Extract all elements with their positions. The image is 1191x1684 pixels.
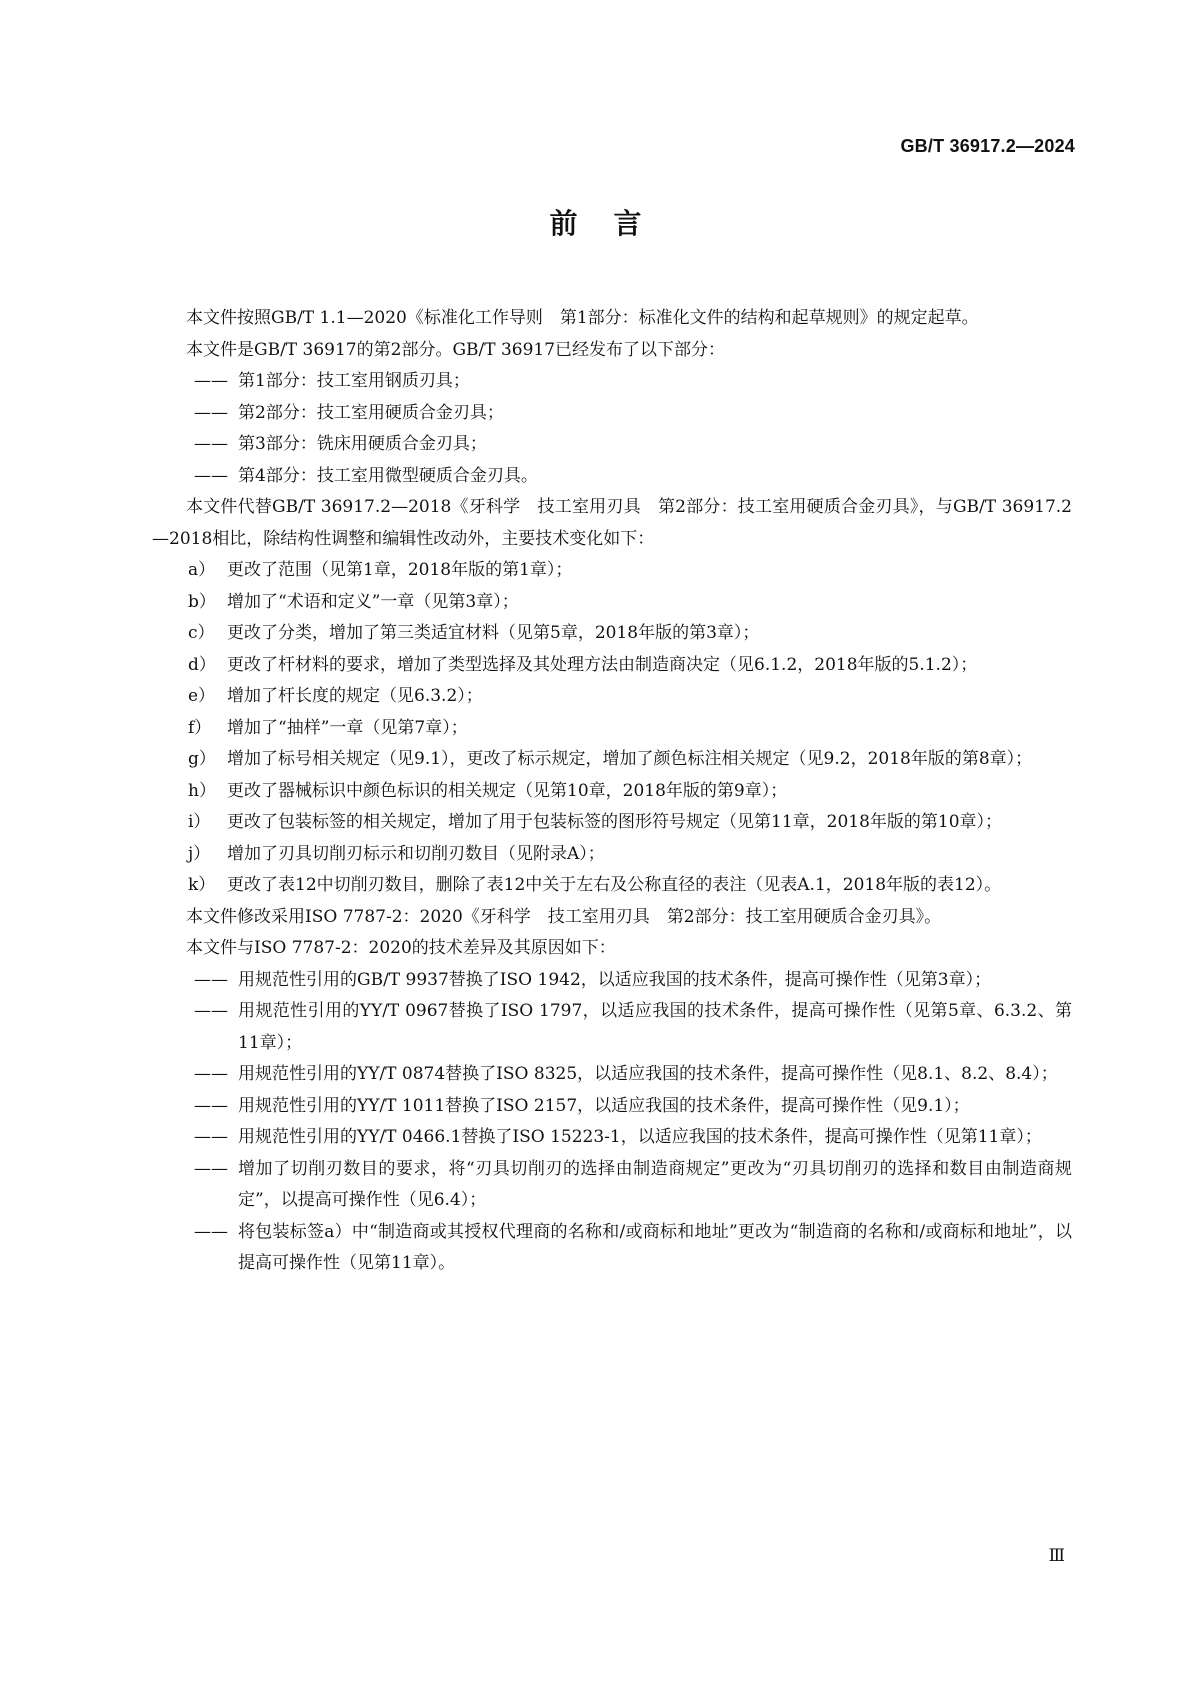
list-item-text: 用规范性引用的YY/T 0967替换了ISO 1797，以适应我国的技术条件，提高可操作性（见第5章、6.3.2、第11章）；	[238, 1001, 1072, 1053]
list-item-text: 第2部分：技工室用硬质合金刃具；	[238, 402, 504, 423]
list-item-label: j）	[188, 843, 211, 864]
dash-marker: ——	[194, 1158, 228, 1179]
list-item-text: 增加了切削刃数目的要求，将“刃具切削刃的选择由制造商规定”更改为“刃具切削刃的选择和数目由制造商规定”，以提高可操作性（见6.4）；	[238, 1158, 1072, 1210]
dash-marker: ——	[194, 402, 228, 423]
dash-marker: ——	[194, 371, 228, 391]
list-item-text: 用规范性引用的YY/T 0466.1替换了ISO 15223-1，以适应我国的技术条件，提高可操作性（见第11章）；	[238, 1127, 1042, 1147]
list-item-text: 增加了刃具切削刃标示和切削刃数目（见附录A）；	[227, 843, 605, 864]
list-item-label: b）	[188, 591, 216, 612]
list-item-text: 第3部分：铣床用硬质合金刃具；	[238, 434, 487, 454]
dash-marker: ——	[194, 1221, 228, 1242]
list-item-label: f）	[188, 717, 212, 738]
list-item	[152, 1059, 1072, 1091]
list-item-text: 增加了“术语和定义”一章（见第3章）；	[227, 591, 519, 612]
list-item	[152, 429, 1072, 461]
paragraph-differences-intro: 本文件与ISO 7787-2：2020的技术差异及其原因如下：	[186, 938, 616, 958]
list-item-label: d）	[188, 654, 216, 675]
list-item-text: 用规范性引用的GB/T 9937替换了ISO 1942，以适应我国的技术条件，提高可操作性（见第3章）；	[238, 969, 992, 990]
page-title: 前言	[549, 207, 678, 240]
list-item-text: 增加了杆长度的规定（见6.3.2）；	[227, 686, 483, 706]
list-item	[152, 1217, 1072, 1280]
list-item	[152, 965, 1072, 997]
parts-list	[152, 366, 1072, 492]
list-item-label: i）	[188, 812, 211, 832]
list-item	[152, 587, 1072, 619]
list-item	[152, 555, 1072, 587]
list-item	[152, 650, 1072, 682]
dash-marker: ——	[194, 1001, 228, 1021]
list-item	[152, 1122, 1072, 1154]
dash-marker: ——	[194, 969, 228, 990]
list-item-text: 更改了范围（见第1章，2018年版的第1章）；	[227, 560, 573, 580]
list-item	[152, 681, 1072, 713]
list-item	[152, 807, 1072, 839]
list-item-label: e）	[188, 686, 216, 706]
list-item	[152, 839, 1072, 871]
list-item-text: 用规范性引用的YY/T 1011替换了ISO 2157，以适应我国的技术条件，提高可操作性（见9.1）；	[238, 1095, 970, 1116]
paragraph-drafting-rules: 本文件按照GB/T 1.1—2020《标准化工作导则 第1部分：标准化文件的结构和起草规则》的规定起草。	[186, 308, 979, 328]
dash-marker: ——	[194, 1064, 228, 1084]
standard-code: GB/T 36917.2—2024	[900, 136, 1075, 156]
paragraph-series-info: 本文件是GB/T 36917的第2部分。GB/T 36917已经发布了以下部分：	[186, 339, 726, 360]
differences-list	[152, 965, 1072, 1280]
list-item-label: h）	[188, 780, 216, 801]
list-item	[152, 366, 1072, 398]
paragraph-adoption-info: 本文件修改采用ISO 7787-2：2020《牙科学 技工室用刃具 第2部分：技工室用硬质合金刃具》。	[186, 906, 942, 927]
foreword-body	[152, 303, 1072, 1280]
list-item	[152, 461, 1072, 493]
list-item	[152, 996, 1072, 1059]
list-item	[152, 1091, 1072, 1123]
list-item	[152, 776, 1072, 808]
list-item-label: k）	[188, 875, 216, 895]
list-item-text: 更改了包装标签的相关规定，增加了用于包装标签的图形符号规定（见第11章，2018年版的第10章）；	[227, 812, 1003, 832]
dash-marker: ——	[194, 465, 228, 486]
list-item-text: 更改了表12中切削刃数目，删除了表12中关于左右及公称直径的表注（见表A.1，2018年版的表12）。	[227, 875, 1002, 895]
list-item	[152, 1154, 1072, 1217]
list-item-label: g）	[188, 749, 216, 769]
list-item-text: 第1部分：技工室用钢质刃具；	[238, 371, 470, 391]
list-item-text: 第4部分：技工室用微型硬质合金刃具。	[238, 465, 538, 486]
list-item	[152, 744, 1072, 776]
list-item-label: c）	[188, 623, 215, 643]
list-item-text: 增加了“抽样”一章（见第7章）；	[227, 717, 468, 738]
list-item	[152, 713, 1072, 745]
list-item-text: 更改了器械标识中颜色标识的相关规定（见第10章，2018年版的第9章）；	[227, 780, 788, 801]
page-number: Ⅲ	[1048, 1546, 1065, 1566]
list-item	[152, 618, 1072, 650]
list-item-text: 更改了分类，增加了第三类适宜材料（见第5章，2018年版的第3章）；	[227, 623, 760, 643]
list-item-text: 增加了标号相关规定（见9.1），更改了标示规定，增加了颜色标注相关规定（见9.2，2018年版的第8章）；	[227, 749, 1033, 769]
list-item-text: 将包装标签a）中“制造商或其授权代理商的名称和/或商标和地址”更改为“制造商的名称和/或商标和地址”，以提高可操作性（见第11章）。	[238, 1221, 1072, 1273]
list-item	[152, 870, 1072, 902]
list-item-text: 用规范性引用的YY/T 0874替换了ISO 8325，以适应我国的技术条件，提高可操作性（见8.1、8.2、8.4）；	[238, 1064, 1058, 1084]
list-item	[152, 398, 1072, 430]
list-item-label: a）	[188, 560, 216, 580]
list-item-text: 更改了杆材料的要求，增加了类型选择及其处理方法由制造商决定（见6.1.2，2018年版的5.1.2）；	[227, 654, 978, 675]
dash-marker: ——	[194, 1095, 228, 1116]
dash-marker: ——	[194, 1127, 228, 1147]
paragraph-replacement-info: 本文件代替GB/T 36917.2—2018《牙科学 技工室用刃具 第2部分：技工室用硬质合金刃具》，与GB/T 36917.2—2018相比，除结构性调整和编辑性改动外，主要技术变化如下：	[152, 497, 1072, 549]
changes-list	[152, 555, 1072, 902]
dash-marker: ——	[194, 434, 228, 454]
